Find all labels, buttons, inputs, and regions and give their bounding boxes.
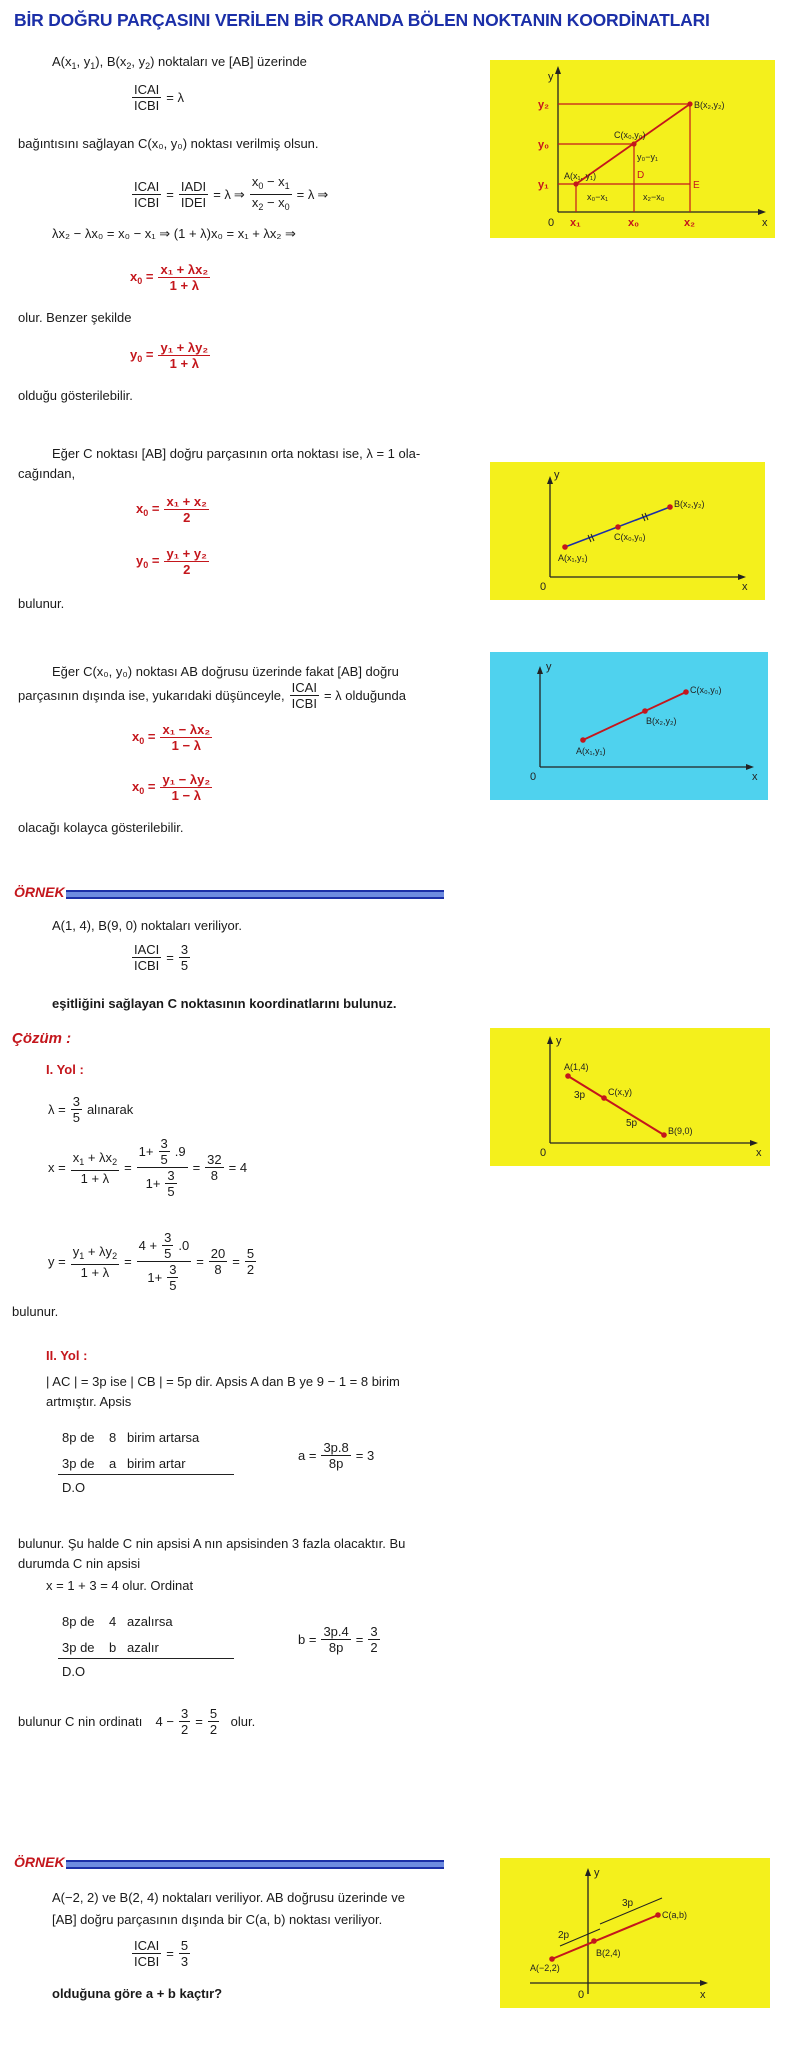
method-2-line3: bulunur. Şu halde C nin apsisi A nın apsisinden 3 fazla olacaktır. Bu — [18, 1536, 406, 1551]
shown-text: olduğu gösterilebilir. — [18, 388, 133, 403]
proportion-2-rule — [58, 1658, 234, 1659]
ordinate-result: bulunur C nin ordinatı 4 − $\frac{3}{2}$ = $\frac{5}{2}$ olur. — [18, 1706, 256, 1737]
page-title: BİR DOĞRU PARÇASINI VERİLEN BİR ORANDA BÖLEN NOKTANIN KOORDİNATLARI — [14, 10, 710, 30]
f4-3p-label: 3p — [574, 1090, 586, 1101]
f4-5p-label: 5p — [626, 1118, 638, 1129]
f1-y-axis-label: y — [548, 71, 554, 83]
f1-y0-label: y₀ — [538, 139, 550, 151]
f3-point-a-label: A(x₁,y₁) — [576, 746, 606, 756]
x-solution: x = $\frac{x_1 + \lambda x_2}{1 + \lambda}$ = 1+ $\frac{3}{5}$ .9 1+ $\frac{3}{5}$ = $\frac{32}{8}$ = 4 — [48, 1136, 248, 1199]
example-1-ratio: $\frac{\text{IACI}}{\text{ICBI}}$ = $\frac{3}{5}$ — [134, 942, 189, 973]
f3-point-c-label: C(x₀,y₀) — [690, 685, 722, 695]
f5-point-c-label: C(a,b) — [662, 1910, 688, 1920]
f1-y2-label: y₂ — [538, 99, 550, 111]
example-1-label: ÖRNEK — [14, 884, 65, 900]
external-y-formula: $x_0$ = $\frac{\text{y₁ − λy₂}}{1 - \lambda}$ — [132, 772, 211, 803]
figure-external-division — [490, 652, 768, 800]
intro-line: $A(x_1$, $y_1$), $B(x_2$, $y_2$) noktaları ve [AB] üzerinde — [52, 54, 307, 71]
example-2-ratio: $\frac{\text{ICAI}}{\text{ICBI}}$ = $\frac{5}{3}$ — [134, 1938, 189, 1969]
f3-x-axis-label: x — [752, 771, 758, 783]
f3-origin-label: 0 — [530, 771, 537, 783]
f4-point-a-label: A(1,4) — [564, 1062, 589, 1072]
figure-example-2 — [500, 1858, 770, 2008]
f5-point-b-label: B(2,4) — [596, 1948, 621, 1958]
f3-point-b-label: B(x₂,y₂) — [646, 716, 677, 726]
f1-x0-label: x₀ — [628, 217, 640, 229]
lambda-value: λ = $\frac{3}{5}$ alınarak — [48, 1094, 134, 1125]
ratio-def: $\frac{\text{ICAI}}{\text{ICBI}}$ = λ — [134, 82, 185, 113]
solution-label: Çözüm : — [12, 1030, 72, 1047]
f1-point-a-label: A(x₁, y₁) — [564, 171, 597, 181]
f2-origin-label: 0 — [540, 581, 547, 593]
f1-dist3-label: y₀−y₁ — [637, 152, 659, 162]
figure-midpoint — [490, 462, 765, 600]
derivation-step: λx₂ − λx₀ = x₀ − x₁ ⇒ (1 + λ)x₀ = x₁ + λx₂ ⇒ — [52, 226, 296, 241]
f4-origin-label: 0 — [540, 1147, 547, 1159]
f2-x-axis-label: x — [742, 581, 748, 593]
similar-triangles-eq: $\frac{\text{ICAI}}{\text{ICBI}}$ = $\frac{\text{IADI}}{\text{IDEI}}$ = λ ⇒ $\frac{x_0 - x_1}{x_2 - x_0}$ = λ ⇒ — [134, 174, 329, 212]
method-2-line5: x = 1 + 3 = 4 olur. Ordinat — [46, 1578, 194, 1593]
a-value: a = $\frac{3p.8}{8p}$ = 3 — [298, 1440, 375, 1471]
proportion-1-rule — [58, 1474, 234, 1475]
external-x-formula: $x_0$ = $\frac{\text{x₁ − λx₂}}{1 - \lambda}$ — [132, 722, 211, 753]
midpoint-x-formula: $x_0$ = $\frac{\text{x₁ + x₂}}{2}$ — [136, 494, 207, 525]
method-2-line2: artmıştır. Apsis — [46, 1394, 132, 1409]
example-1-question: eşitliğini sağlayan C noktasının koordinatlarını bulunuz. — [52, 996, 397, 1011]
f1-origin-label: 0 — [548, 217, 555, 229]
f2-point-c-label: C(x₀,y₀) — [614, 532, 646, 542]
example-2-line2: [AB] doğru parçasının dışında bir C(a, b) noktası veriliyor. — [52, 1912, 383, 1927]
example-1-divider — [66, 890, 444, 899]
f5-x-axis-label: x — [700, 1989, 706, 2001]
method-2-line4: durumda C nin apsisi — [18, 1556, 141, 1571]
midpoint-y-formula: $y_0$ = $\frac{\text{y₁ + y₂}}{2}$ — [136, 546, 207, 577]
y-solution: y = $\frac{y_1 + \lambda y_2}{1 + \lambda}$ = 4 + $\frac{3}{5}$ .0 1+ $\frac{3}{5}$ = $\frac{20}{8}$ = $\frac{5}{2}$ — [48, 1230, 255, 1293]
proportion-2-do: D.O — [62, 1664, 86, 1679]
proportion-1-do: D.O — [62, 1480, 86, 1495]
f5-3p-label: 3p — [622, 1898, 634, 1909]
example-2-label: ÖRNEK — [14, 1854, 65, 1870]
proportion-2-row1: 8p de 4 azalırsa — [62, 1614, 173, 1629]
f5-y-axis-label: y — [594, 1867, 600, 1879]
figure-division-construction — [490, 60, 775, 238]
b-value: b = $\frac{3p.4}{8p}$ = $\frac{3}{2}$ — [298, 1624, 378, 1655]
method-2-line1: | AC | = 3p ise | CB | = 5p dir. Apsis A dan B ye 9 − 1 = 8 birim — [46, 1374, 400, 1389]
proportion-2-row2: 3p de b azalır — [62, 1640, 159, 1655]
f1-dist1-label: x₀−x₁ — [587, 192, 609, 202]
f2-point-b-label: B(x₂,y₂) — [674, 499, 705, 509]
external-line2: parçasının dışında ise, yukarıdaki düşünceyle, $\frac{\text{ICAI}}{\text{ICBI}}$ = λ olduğunda — [18, 680, 406, 711]
y0-formula: $y_0$ = $\frac{\text{y₁ + λy₂}}{1 + \lambda}$ — [130, 340, 209, 371]
method-1-label: I. Yol : — [46, 1062, 84, 1077]
method-2-label: II. Yol : — [46, 1348, 88, 1363]
f1-dist2-label: x₂−x₀ — [643, 192, 665, 202]
f1-y1-label: y₁ — [538, 179, 549, 191]
f2-point-a-label: A(x₁,y₁) — [558, 553, 588, 563]
f5-point-a-label: A(−2,2) — [530, 1963, 560, 1973]
f3-y-axis-label: y — [546, 661, 552, 673]
f4-x-axis-label: x — [756, 1147, 762, 1159]
f2-y-axis-label: y — [554, 469, 560, 481]
f1-x1-label: x₁ — [570, 217, 581, 229]
example-2-line1: A(−2, 2) ve B(2, 4) noktaları veriliyor. AB doğrusu üzerinde ve — [52, 1890, 405, 1905]
example-2-divider — [66, 1860, 444, 1869]
midpoint-line2: cağından, — [18, 466, 76, 481]
proportion-1-row2: 3p de a birim artar — [62, 1456, 186, 1471]
f1-x2-label: x₂ — [684, 217, 696, 229]
example-2-question: olduğuna göre a + b kaçtır? — [52, 1986, 223, 2001]
midpoint-line1: Eğer C noktası [AB] doğru parçasının orta noktası ise, λ = 1 ola- — [52, 446, 421, 461]
f4-y-axis-label: y — [556, 1035, 562, 1047]
f4-point-c-label: C(x,y) — [608, 1087, 632, 1097]
example-1-given: A(1, 4), B(9, 0) noktaları veriliyor. — [52, 918, 243, 933]
proportion-1-row1: 8p de 8 birim artarsa — [62, 1430, 200, 1445]
f1-point-e-label: E — [693, 180, 700, 191]
x0-formula: $x_0$ = $\frac{\text{x₁ + λx₂}}{1 + \lambda}$ — [130, 262, 209, 293]
f1-point-b-label: B(x₂,y₂) — [694, 100, 725, 110]
f5-origin-label: 0 — [578, 1989, 585, 2001]
found-text-1: bulunur. — [18, 596, 65, 611]
external-line1: Eğer C(x₀, y₀) noktası AB doğrusu üzerinde fakat [AB] doğru — [52, 664, 399, 679]
given-line: bağıntısını sağlayan C(x₀, y₀) noktası verilmiş olsun. — [18, 136, 319, 151]
f1-x-axis-label: x — [762, 217, 768, 229]
figure-example-1 — [490, 1028, 770, 1166]
f1-point-d-label: D — [637, 170, 645, 181]
similarly-text: olur. Benzer şekilde — [18, 310, 132, 325]
f1-point-c-label: C(x₀,y₀) — [614, 130, 646, 140]
f5-2p-label: 2p — [558, 1930, 570, 1941]
found-text-3: bulunur. — [12, 1304, 59, 1319]
f4-point-b-label: B(9,0) — [668, 1126, 693, 1136]
shown-text-2: olacağı kolayca gösterilebilir. — [18, 820, 184, 835]
